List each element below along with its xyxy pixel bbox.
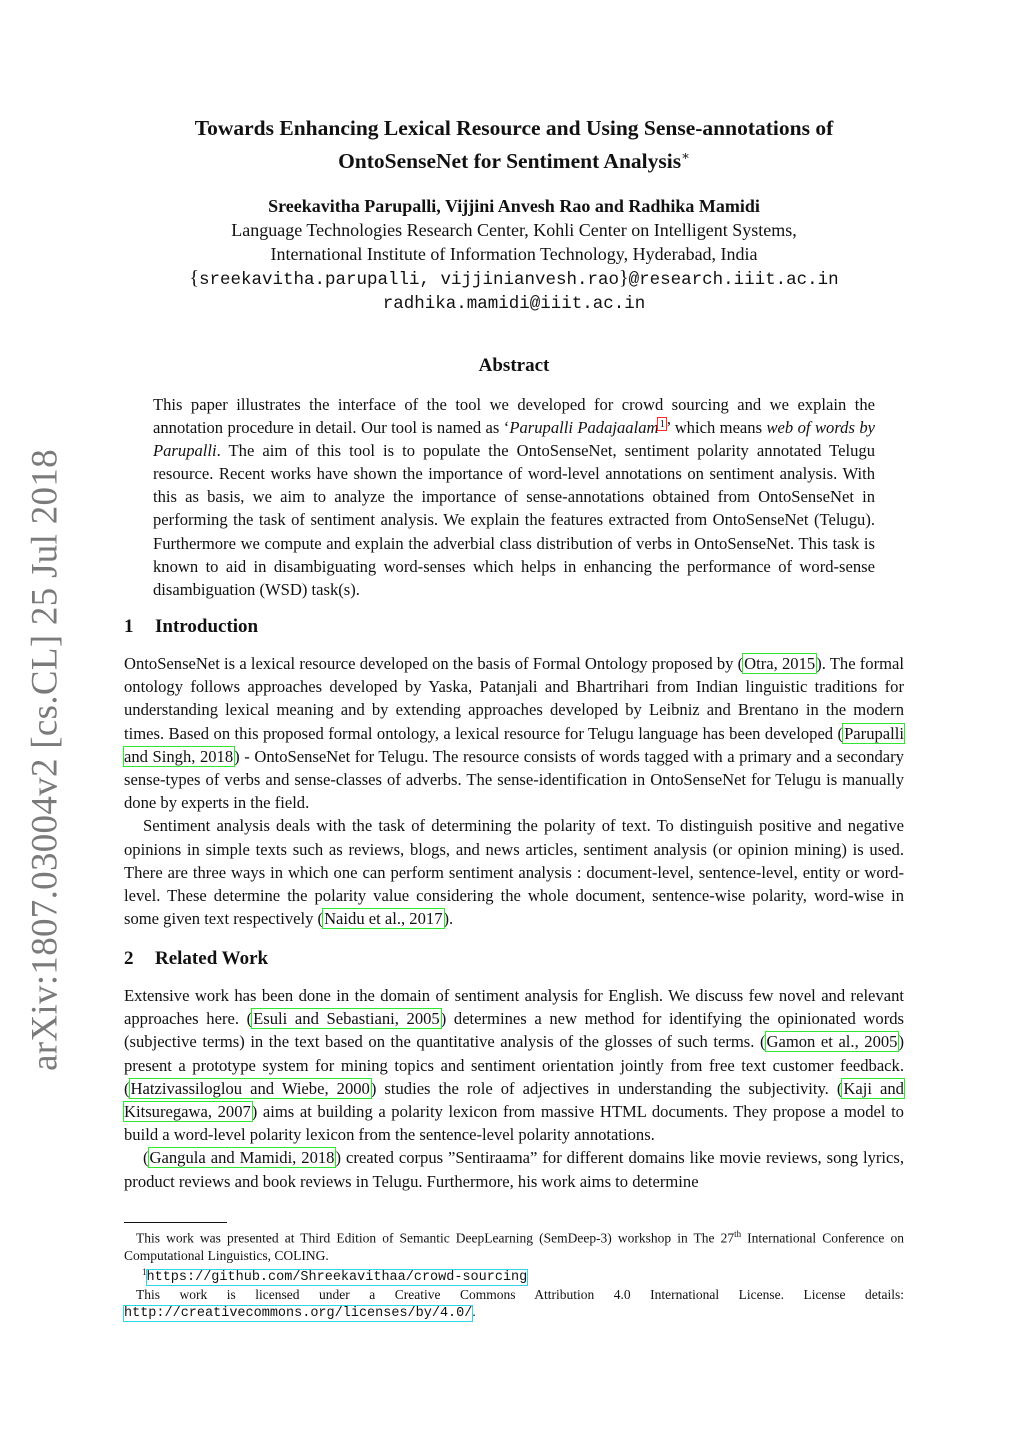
paragraph-text: ) determines a new method for identifying the opinionated words (subjective terms) in the text based on the quantitative analysis of the glosses of such terms. ( <box>124 1009 904 1052</box>
paragraph-text: ) aims at building a polarity lexicon from massive HTML documents. They propose a model to build a word-level polarity lexicon from the sentence-level polarity annotations. <box>124 1102 904 1145</box>
title-footnote-mark: ∗ <box>681 148 690 163</box>
author-names: Sreekavitha Parupalli, Vijjini Anvesh Rao and Radhika Mamidi <box>268 196 760 216</box>
abstract-body <box>153 393 875 601</box>
section-number: 2 <box>124 948 134 969</box>
title-line-2 <box>124 142 904 175</box>
paragraph <box>124 652 904 814</box>
paragraph-text: OntoSenseNet is a lexical resource developed on the basis of Formal Ontology proposed by ( <box>124 654 744 673</box>
paragraph-text: Extensive work has been done in the domain of sentiment analysis for English. We discuss few novel and relevant approaches here. ( <box>124 986 904 1029</box>
paragraph <box>124 984 904 1146</box>
abstract-text: ’ which means <box>665 418 767 438</box>
arxiv-identifier: arXiv:1807.03004v2 [cs.CL] 25 Jul 2018 <box>24 449 66 1071</box>
footnote-superscript: th <box>734 1229 742 1239</box>
paragraph-text: ). <box>443 909 454 929</box>
abstract-heading: Abstract <box>478 355 550 376</box>
title-line-1: Towards Enhancing Lexical Resource and Using Sense-annotations of <box>194 116 834 140</box>
affiliation-line-1: Language Technologies Research Center, Kohli Center on Intelligent Systems, <box>231 220 797 240</box>
footnote-rule <box>124 1222 227 1223</box>
tool-meaning: web of words by Parupalli <box>153 418 875 461</box>
footnote-text: . <box>472 1304 476 1319</box>
author-block <box>124 194 904 316</box>
email-users: sreekavitha.parupalli, vijjinianvesh.rao <box>198 270 620 290</box>
section-1-heading <box>124 616 258 638</box>
paragraph-text: ( <box>143 1148 149 1168</box>
email-line-1 <box>124 266 904 292</box>
paragraph-text: ) present a prototype system for mining topics and sentiment orientation jointly from free text customer feedback. ( <box>124 1032 904 1098</box>
affiliation-line-2: International Institute of Information Technology, Hyderabad, India <box>270 244 758 264</box>
citation-link[interactable]: Parupalli and Singh, 2018 <box>124 723 904 766</box>
section-1-body <box>124 652 904 930</box>
citation-link[interactable]: Esuli and Sebastiani, 2005 <box>253 1009 440 1029</box>
email-brace-open: { <box>189 267 199 289</box>
footnote-1 <box>124 1264 904 1287</box>
paragraph-text: Sentiment analysis deals with the task of determining the polarity of text. To distinguish positive and negative opinions in simple texts such as reviews, blogs, and news articles, sentiment analysis (or opinion mining) is used. There are three ways in which one can perform sentiment analysis : document-level, sentence-level, entity or word-level. These determine the polarity value considering the whole document, sentence-wise polarity, word-wise in some given text respectively ( <box>124 816 904 929</box>
email-domain: @research.iiit.ac.in <box>628 270 839 290</box>
footnote-text: This work was presented at Third Edition of Semantic DeepLearning (SemDeep-3) workshop in The 27 <box>136 1230 735 1246</box>
footnote-1-link[interactable]: 1 <box>659 417 665 430</box>
email-brace-close: } <box>619 267 629 289</box>
tool-name: Parupalli Padajaalam <box>509 418 659 438</box>
paper-title <box>124 114 904 175</box>
citation-link[interactable]: Kaji and Kitsuregawa, 2007 <box>124 1078 904 1122</box>
section-2-body <box>124 984 904 1193</box>
license-url-link[interactable]: http://creativecommons.org/licenses/by/4.0/ <box>124 1306 473 1321</box>
citation-link[interactable]: Gangula and Mamidi, 2018 <box>149 1148 335 1168</box>
citation-link[interactable]: Gamon et al., 2005 <box>766 1032 898 1052</box>
abstract-text: This paper illustrates the interface of the tool we developed for crowd sourcing and we explain the annotation procedure in detail. Our tool is named as ‘ <box>153 395 875 438</box>
paragraph-text: ) studies the role of adjectives in understanding the subjectivity. ( <box>370 1078 843 1098</box>
section-number: 1 <box>124 616 134 637</box>
email-line-2: radhika.mamidi@iiit.ac.in <box>382 294 646 314</box>
footnote-mark: 1 <box>142 1266 147 1277</box>
paragraph-text: ). The formal ontology follows approaches developed by Yaska, Patanjali and Bhartrihari from Indian linguistic traditions for understanding lexical meaning and by extending approaches developed by Leibniz and Brentano in the modern times. Based on this proposed formal ontology, a lexical resource for Telugu language has been developed ( <box>124 654 904 743</box>
citation-link[interactable]: Naidu et al., 2017 <box>324 909 443 929</box>
footnotes <box>124 1226 904 1322</box>
arxiv-sidebar <box>20 449 70 1071</box>
paragraph-text: ) - OntoSenseNet for Telugu. The resource consists of words tagged with a primary and a secondary sense-types of verbs and sense-classes of adverbs. The sense-identification in OntoSenseNet for Telugu is manually done by experts in the field. <box>124 746 904 813</box>
abstract-text: . The aim of this tool is to populate the OntoSenseNet, sentiment polarity annotated Telugu resource. Recent works have shown the importance of word-level annotations on sentiment analysis. With this as basis, we aim to analyze the importance of sense-annotations obtained from OntoSenseNet in performing the task of sentiment analysis. We explain the features extracted from OntoSenseNet (Telugu). Furthermore we compute and explain the adverbial class distribution of verbs in OntoSenseNet. This task is known to aid in disambiguating word-senses which helps in enhancing the performance of word-sense disambiguation (WSD) task(s). <box>153 441 875 599</box>
section-2-heading <box>124 948 268 970</box>
footnote-text: International Conference on Computational Linguistics, COLING. <box>124 1230 904 1263</box>
footnote-license <box>124 1286 904 1322</box>
section-title: Related Work <box>155 948 269 969</box>
paragraph <box>124 814 904 930</box>
paragraph-text: ) created corpus ”Sentiraama” for different domains like movie reviews, song lyrics, product reviews and book reviews in Telugu. Furthermore, his work aims to determine <box>124 1148 904 1191</box>
footnote-coling <box>124 1226 904 1264</box>
footnote-text: This work is licensed under a Creative Commons Attribution 4.0 International License. License details: <box>136 1287 904 1302</box>
citation-link[interactable]: Otra, 2015 <box>744 654 816 673</box>
title-line-2-text: OntoSenseNet for Sentiment Analysis <box>338 149 682 174</box>
paragraph <box>124 1146 904 1192</box>
section-title: Introduction <box>155 616 259 637</box>
citation-link[interactable]: Hatzivassiloglou and Wiebe, 2000 <box>130 1078 370 1098</box>
github-url-link[interactable]: https://github.com/Shreekavithaa/crowd-sourcing <box>146 1270 528 1285</box>
